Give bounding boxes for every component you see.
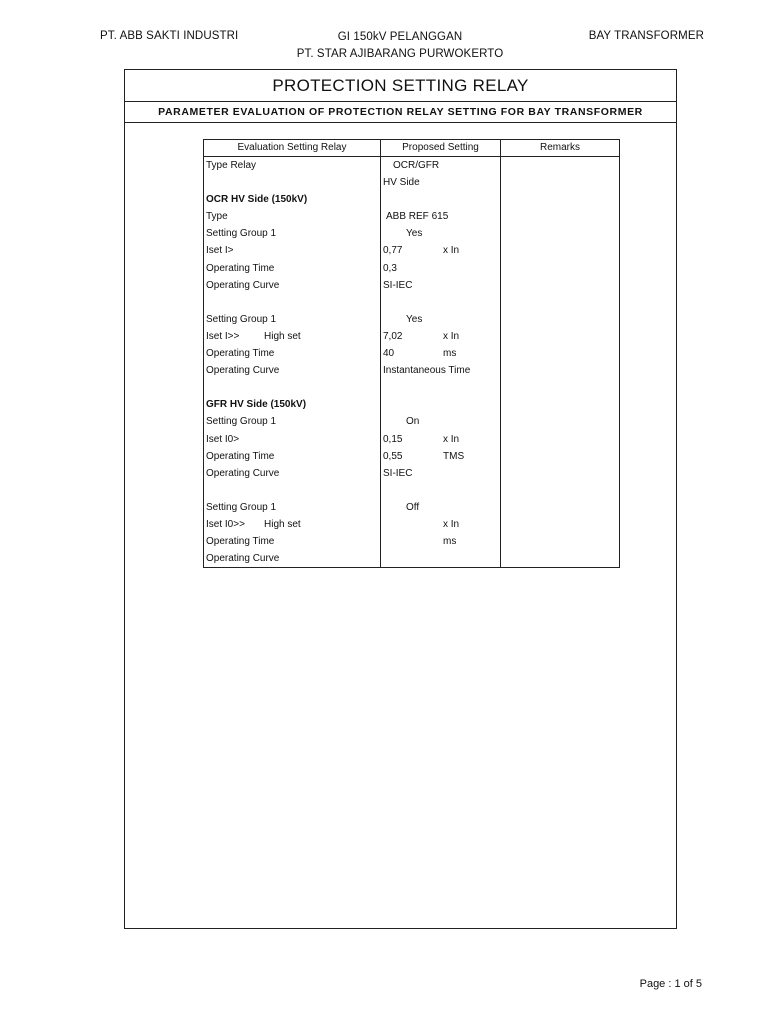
remarks-cell — [501, 396, 619, 413]
table-row — [204, 225, 380, 242]
row-label: Type Relay — [206, 160, 257, 171]
proposed-value: SI-IEC — [383, 279, 413, 291]
remarks-cell — [501, 260, 619, 277]
proposed-cell — [381, 277, 500, 294]
row-label: Operating Time — [206, 262, 275, 274]
proposed-unit: x In — [443, 433, 460, 445]
proposed-cell — [381, 499, 500, 516]
proposed-value: OCR/GFR — [393, 160, 440, 171]
proposed-unit: x In — [443, 330, 460, 342]
proposed-unit: x In — [443, 518, 460, 530]
table-row — [204, 294, 380, 311]
proposed-cell — [381, 294, 500, 311]
proposed-value: 40 — [383, 348, 395, 360]
proposed-value: Yes — [406, 228, 423, 240]
remarks-cell — [501, 208, 619, 225]
header-site-line1: GI 150kV PELANGGAN — [337, 31, 463, 43]
remarks-cell — [501, 294, 619, 311]
remarks-cell — [501, 516, 619, 533]
document-title: PROTECTION SETTING RELAY — [125, 70, 676, 102]
proposed-unit: ms — [443, 348, 457, 360]
document-frame — [124, 69, 677, 929]
proposed-column — [381, 157, 501, 567]
settings-table — [203, 139, 620, 568]
proposed-cell — [381, 482, 500, 499]
proposed-value: 0,55 — [383, 450, 403, 462]
row-sublabel: High set — [264, 330, 301, 342]
proposed-cell — [381, 396, 500, 413]
page-number: Page : 1 of 5 — [639, 978, 702, 990]
remarks-cell — [501, 191, 619, 208]
evaluation-column — [204, 157, 381, 567]
proposed-value: On — [406, 416, 420, 428]
proposed-value: SI-IEC — [383, 467, 413, 479]
proposed-cell — [381, 533, 500, 550]
row-label: Operating Curve — [206, 279, 280, 291]
remarks-cell — [501, 379, 619, 396]
header-remarks: Remarks — [539, 142, 580, 153]
remarks-cell — [501, 413, 619, 430]
row-label: Iset I0> — [206, 433, 240, 445]
proposed-cell — [381, 260, 500, 277]
row-label: Operating Curve — [206, 365, 280, 377]
proposed-cell — [381, 431, 500, 448]
table-row — [204, 396, 380, 413]
row-sublabel: High set — [264, 518, 301, 530]
row-label: Iset I0>> — [206, 518, 245, 530]
proposed-cell — [381, 328, 500, 345]
row-label: Setting Group 1 — [206, 416, 277, 428]
table-row — [204, 413, 380, 430]
remarks-cell — [501, 345, 619, 362]
remarks-cell — [501, 465, 619, 482]
table-row — [204, 550, 380, 567]
table-row — [204, 277, 380, 294]
proposed-cell — [381, 311, 500, 328]
table-header — [204, 140, 619, 157]
row-label: Iset I> — [206, 245, 234, 257]
proposed-cell — [381, 362, 500, 379]
proposed-unit: x In — [443, 245, 460, 257]
remarks-cell — [501, 225, 619, 242]
table-row — [204, 482, 380, 499]
header-evaluation: Evaluation Setting Relay — [204, 140, 381, 156]
proposed-value: Yes — [406, 313, 423, 325]
remarks-cell — [501, 550, 619, 567]
table-row — [204, 362, 380, 379]
row-label: Operating Curve — [206, 553, 280, 565]
proposed-value: 0,77 — [383, 245, 403, 257]
remarks-cell — [501, 328, 619, 345]
table-body — [204, 157, 619, 567]
row-label: GFR HV Side (150kV) — [206, 399, 307, 411]
proposed-cell — [381, 379, 500, 396]
row-label: Setting Group 1 — [206, 313, 277, 325]
table-row — [204, 379, 380, 396]
row-label: Operating Curve — [206, 467, 280, 479]
row-label: Operating Time — [206, 348, 275, 360]
proposed-value: HV Side — [383, 177, 420, 189]
proposed-value: Off — [406, 501, 420, 513]
proposed-cell — [381, 174, 500, 191]
table-row — [204, 448, 380, 465]
table-row — [204, 345, 380, 362]
table-row — [204, 157, 380, 174]
row-label: Setting Group 1 — [206, 501, 277, 513]
remarks-cell — [501, 242, 619, 259]
table-row — [204, 465, 380, 482]
proposed-value: 0,15 — [383, 433, 403, 445]
proposed-cell — [381, 208, 500, 225]
table-row — [204, 191, 380, 208]
header-company: PT. ABB SAKTI INDUSTRI — [100, 30, 239, 42]
proposed-cell — [381, 242, 500, 259]
proposed-cell — [381, 225, 500, 242]
proposed-cell — [381, 191, 500, 208]
proposed-cell — [381, 345, 500, 362]
remarks-cell — [501, 311, 619, 328]
header-proposed: Proposed Setting — [381, 140, 501, 156]
remarks-cell — [501, 448, 619, 465]
row-label: OCR HV Side (150kV) — [206, 194, 308, 206]
table-row — [204, 311, 380, 328]
proposed-cell — [381, 465, 500, 482]
table-row — [204, 431, 380, 448]
proposed-unit: ms — [443, 536, 457, 548]
header-bay: BAY TRANSFORMER — [588, 30, 704, 42]
row-label: Type — [206, 211, 228, 223]
remarks-cell — [501, 482, 619, 499]
header-site — [250, 29, 550, 63]
table-row — [204, 516, 380, 533]
row-label: Setting Group 1 — [206, 228, 277, 240]
table-row — [204, 174, 380, 191]
row-label: Iset I>> — [206, 330, 240, 342]
table-row — [204, 499, 380, 516]
remarks-column — [501, 157, 619, 567]
remarks-cell — [501, 157, 619, 174]
table-row — [204, 260, 380, 277]
row-label: Operating Time — [206, 450, 275, 462]
row-label: Operating Time — [206, 536, 275, 548]
proposed-value: Instantaneous Time — [383, 365, 471, 377]
remarks-cell — [501, 499, 619, 516]
remarks-cell — [501, 431, 619, 448]
header-site-line2: PT. STAR AJIBARANG PURWOKERTO — [296, 48, 504, 60]
table-row — [204, 208, 380, 225]
document-subtitle: PARAMETER EVALUATION OF PROTECTION RELAY SETTING FOR BAY TRANSFORMER — [125, 102, 676, 123]
table-row — [204, 328, 380, 345]
table-row — [204, 242, 380, 259]
proposed-cell — [381, 413, 500, 430]
proposed-value: 7,02 — [383, 330, 403, 342]
table-row — [204, 533, 380, 550]
remarks-cell — [501, 277, 619, 294]
proposed-cell — [381, 550, 500, 567]
remarks-cell — [501, 362, 619, 379]
remarks-cell — [501, 174, 619, 191]
remarks-cell — [501, 533, 619, 550]
proposed-cell — [381, 448, 500, 465]
proposed-cell — [381, 157, 500, 174]
proposed-cell — [381, 516, 500, 533]
proposed-value: 0,3 — [383, 262, 397, 274]
proposed-unit: TMS — [443, 450, 465, 462]
proposed-value: ABB REF 615 — [386, 211, 449, 223]
